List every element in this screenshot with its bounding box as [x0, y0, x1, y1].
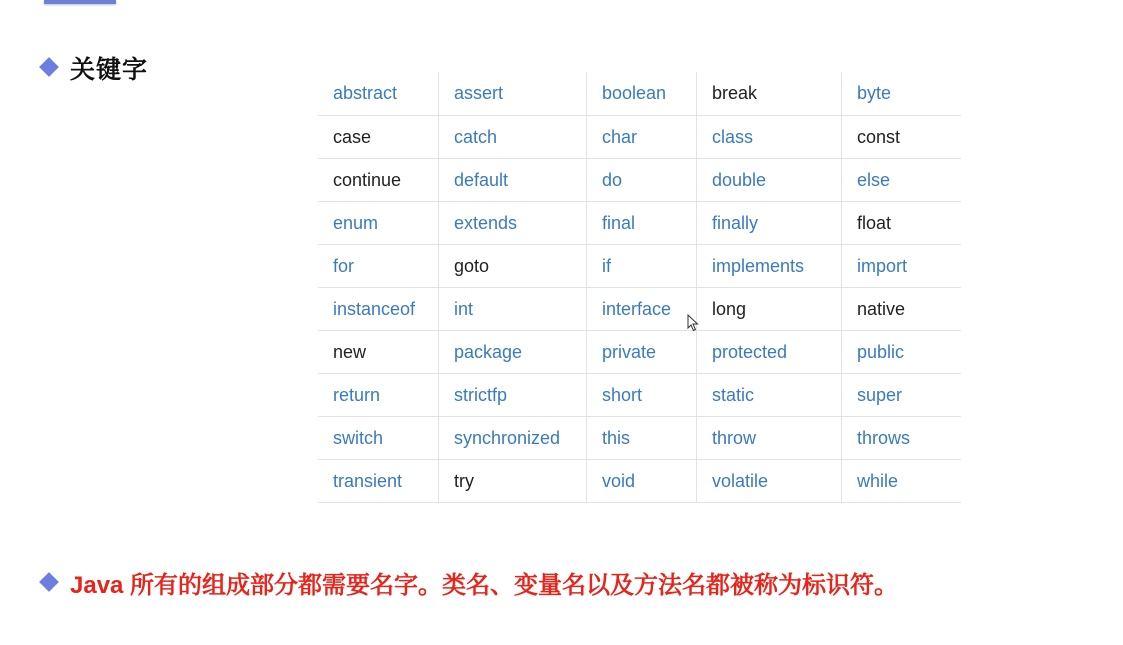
keyword-link[interactable]: throws: [842, 417, 962, 460]
keyword-row: [318, 116, 961, 159]
keyword-row: [318, 202, 961, 245]
keyword-table: [318, 72, 961, 503]
keyword-row: [318, 72, 961, 116]
keyword-row: [318, 159, 961, 202]
keyword-link[interactable]: enum: [318, 202, 439, 245]
keyword-cell: goto: [439, 245, 587, 288]
keyword-link[interactable]: import: [842, 245, 962, 288]
keyword-link[interactable]: assert: [439, 72, 587, 116]
keyword-row: [318, 288, 961, 331]
keyword-link[interactable]: final: [587, 202, 697, 245]
slide-top-tab: [44, 0, 116, 4]
keyword-cell: break: [697, 72, 842, 116]
keyword-cell: long: [697, 288, 842, 331]
keyword-cell: native: [842, 288, 962, 331]
keyword-row: [318, 331, 961, 374]
keyword-cell: try: [439, 460, 587, 503]
keyword-link[interactable]: public: [842, 331, 962, 374]
keyword-link[interactable]: void: [587, 460, 697, 503]
keyword-link[interactable]: byte: [842, 72, 962, 116]
diamond-bullet-icon: [39, 572, 59, 592]
keyword-link[interactable]: if: [587, 245, 697, 288]
keyword-link[interactable]: instanceof: [318, 288, 439, 331]
keyword-link[interactable]: protected: [697, 331, 842, 374]
keyword-link[interactable]: double: [697, 159, 842, 202]
keyword-cell: const: [842, 116, 962, 159]
keyword-link[interactable]: volatile: [697, 460, 842, 503]
keyword-row: [318, 245, 961, 288]
keyword-link[interactable]: transient: [318, 460, 439, 503]
keyword-link[interactable]: abstract: [318, 72, 439, 116]
keyword-row: [318, 417, 961, 460]
keyword-link[interactable]: catch: [439, 116, 587, 159]
keyword-link[interactable]: super: [842, 374, 962, 417]
keyword-link[interactable]: class: [697, 116, 842, 159]
keyword-cell: new: [318, 331, 439, 374]
keyword-link[interactable]: do: [587, 159, 697, 202]
keyword-link[interactable]: char: [587, 116, 697, 159]
keyword-link[interactable]: finally: [697, 202, 842, 245]
keyword-link[interactable]: switch: [318, 417, 439, 460]
keyword-link[interactable]: return: [318, 374, 439, 417]
keyword-link[interactable]: for: [318, 245, 439, 288]
keyword-link[interactable]: package: [439, 331, 587, 374]
keyword-link[interactable]: this: [587, 417, 697, 460]
keyword-link[interactable]: synchronized: [439, 417, 587, 460]
keyword-link[interactable]: strictfp: [439, 374, 587, 417]
diamond-bullet-icon: [39, 57, 59, 77]
keyword-link[interactable]: private: [587, 331, 697, 374]
keyword-link[interactable]: static: [697, 374, 842, 417]
keyword-link[interactable]: boolean: [587, 72, 697, 116]
keyword-link[interactable]: extends: [439, 202, 587, 245]
keyword-link[interactable]: throw: [697, 417, 842, 460]
mouse-cursor-icon: [687, 314, 699, 332]
keyword-row: [318, 374, 961, 417]
keyword-link[interactable]: int: [439, 288, 587, 331]
section-heading: 关键字: [70, 56, 149, 84]
keyword-cell: continue: [318, 159, 439, 202]
keyword-link[interactable]: interface: [587, 288, 697, 331]
keyword-link[interactable]: implements: [697, 245, 842, 288]
keyword-cell: case: [318, 116, 439, 159]
keyword-row: [318, 460, 961, 503]
keyword-link[interactable]: default: [439, 159, 587, 202]
keyword-link[interactable]: else: [842, 159, 962, 202]
identifier-note: Java 所有的组成部分都需要名字。类名、变量名以及方法名都被称为标识符。: [70, 572, 899, 599]
keyword-cell: float: [842, 202, 962, 245]
keyword-link[interactable]: while: [842, 460, 962, 503]
keyword-link[interactable]: short: [587, 374, 697, 417]
